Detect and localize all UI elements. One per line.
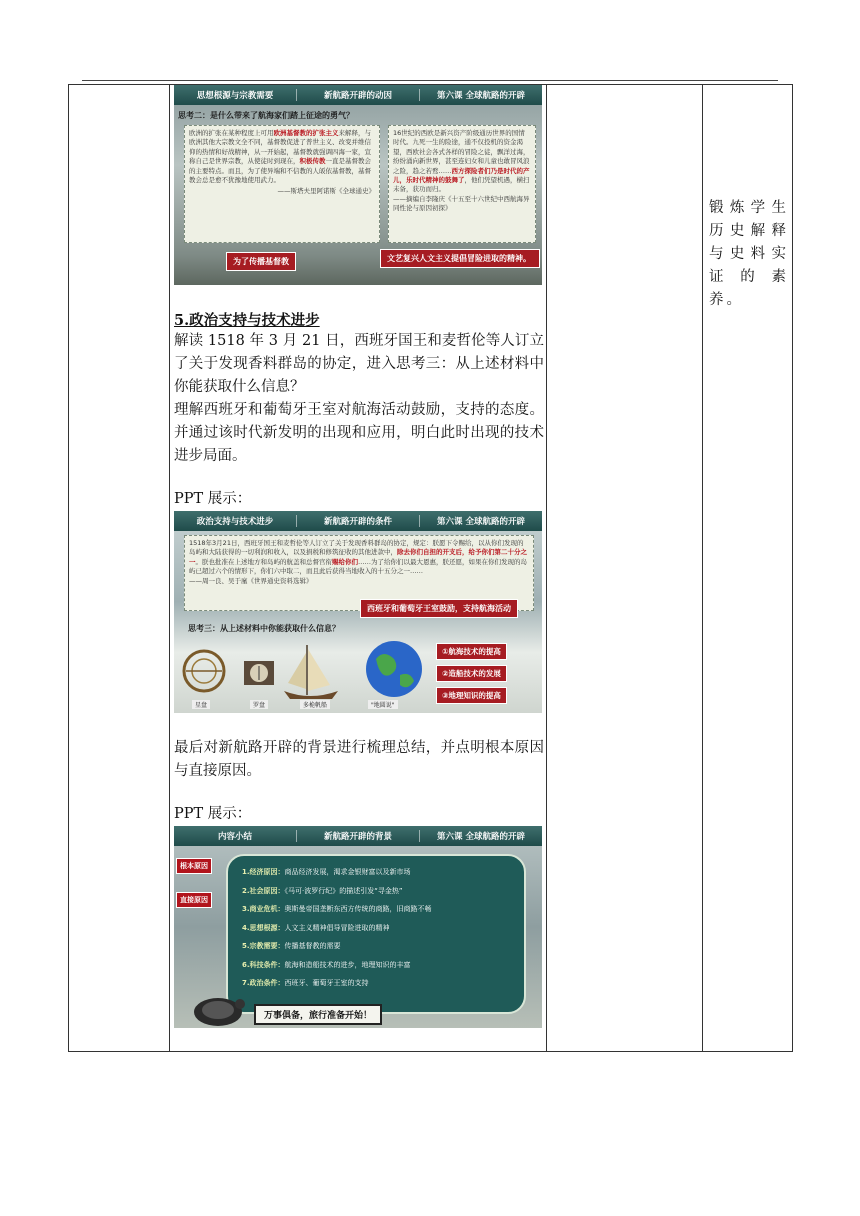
summary-row — [242, 882, 510, 901]
summary-key: 3.商业危机： — [242, 905, 285, 913]
nav-item: 第六课 全球航路的开辟 — [419, 830, 542, 842]
source-text: 来解释，与欧洲其他大宗教文全不同，基督教促进了普世主义、改变并维信仰的热情和好战精神，从一开始起，基督教就强调四海一家，宣称自己是世界宗教，从使徒时到现在， — [189, 129, 371, 166]
paragraph: 解读 1518 年 3 月 21 日，西班牙国王和麦哲伦等人订立了关于发现香料群岛的协定，进入思考三：从上述材料中你能获取什么信息？ — [174, 333, 544, 395]
paragraph: 最后对新航路开辟的背景进行梳理总结，并点明根本原因与直接原因。 — [174, 740, 544, 779]
source-highlight: 赐给你们 — [332, 557, 358, 566]
nav-item: 政治支持与技术进步 — [196, 517, 274, 527]
caption-astrolabe: 星盘 — [192, 700, 210, 709]
nav-item: 思想根源与宗教需要 — [196, 91, 274, 101]
summary-row — [242, 937, 510, 956]
summary-key: 5.宗教需要： — [242, 942, 285, 950]
source-text: 一直是基督教会的主要特点。而且，为了使异端和不信教的人皈依基督教，基督教会总是愈不犹豫地使用武力。 — [189, 157, 371, 185]
turtle-illustration — [188, 986, 248, 1028]
nav-item: 新航路开辟的条件 — [296, 515, 419, 527]
source-highlight: 除去你们自担的开支后，给予你们第二十分之一 — [189, 548, 527, 566]
summary-value: 商品经济发展，渴求金银财富以及新市场 — [284, 868, 411, 876]
source-citation: ——周一良、吴于廑《世界通史资料选辑》 — [189, 576, 313, 585]
table-divider — [702, 85, 703, 1051]
summary-value: 《马可·波罗行纪》的描述引发“寻金热” — [284, 886, 403, 895]
nav-item: 新航路开辟的动因 — [296, 89, 419, 101]
label-direct-cause: 直接原因 — [176, 892, 212, 908]
table-divider — [546, 85, 547, 1051]
source-text: 16世纪的西欧是新兴资产阶级通历世界的国情时代。九死一生的险途，通不仅投机的资金渴望，西欧社会各式各样的冒险之徒，飘洋过海，纷纷涌向新世界，甚至连妇女和儿童也敢冒风浪之险，趋之若鹜…… — [393, 129, 530, 175]
slide-question: 思考三：从上述材料中你能获取什么信息？ — [188, 624, 340, 633]
point-geography: ③地理知识的提高 — [436, 687, 507, 704]
paragraph: 理解西班牙和葡萄牙王室对航海活动鼓励，支持的态度。并通过该时代新发明的出现和应用，明白此时出现的技术进步局面。 — [174, 402, 544, 464]
side-note: 锻炼学生历史解释与史料实证的素养。 — [709, 200, 789, 308]
answer-tag-humanism: 文艺复兴人文主义提倡冒险进取的精神。 — [380, 249, 540, 268]
summary-row — [242, 900, 510, 919]
summary-row — [242, 974, 510, 993]
ppt-slide-motives — [174, 85, 542, 285]
summary-key: 2.社会原因： — [242, 886, 285, 895]
nav-item: 新航路开辟的背景 — [296, 830, 419, 842]
source-text: 。朕也批准在上述地方和岛屿的航盖和总督官衔 — [195, 557, 332, 566]
nav-item: 第六课 全球航路的开辟 — [419, 515, 542, 527]
source-card-right — [388, 125, 536, 243]
banner-ready: 万事俱备，旅行准备开始！ — [254, 1004, 382, 1025]
summary-row — [242, 863, 510, 882]
source-highlight: 积极传教 — [299, 157, 326, 166]
nav-item: 第六课 全球航路的开辟 — [419, 89, 542, 101]
table-divider — [169, 85, 170, 1051]
source-text: ……为了给你们以最大恩惠，朕还愿，如果在你们发现的岛屿已超过六个的情形下，你们六中取二，而且此后获得当地收入的十五分之一…… — [189, 557, 527, 576]
summary-value: 传播基督教的需要 — [284, 942, 341, 950]
answer-tag-royal-support: 西班牙和葡萄牙王室鼓励，支持航海活动 — [360, 599, 518, 618]
summary-key: 7.政治条件： — [242, 979, 285, 987]
section-heading: 5.政治支持与技术进步 — [174, 312, 320, 329]
summary-key: 6.科技条件： — [242, 960, 285, 969]
source-citation: ——斯塔夫里阿诺斯《全球通史》 — [277, 187, 375, 196]
summary-row — [242, 956, 510, 975]
source-text: 欧洲的扩张在某种程度上可用 — [189, 129, 274, 137]
source-text: 1518年3月21日，西班牙国王和麦哲伦等人订立了关于发现香料群岛的协定，规定：朕愿下令赐给，以从你们发现的岛屿和大陆获得的一切利润和收入，以及捐税和修筑征收的其他进款中， — [189, 539, 524, 557]
summary-panel — [226, 854, 526, 1014]
point-navigation: ①航海技术的提高 — [436, 643, 507, 660]
source-card-left — [184, 125, 380, 243]
summary-value: 西班牙、葡萄牙王室的支持 — [284, 979, 369, 987]
main-content-column — [174, 85, 544, 1028]
source-highlight: 西方探险者们乃是时代的产儿，乐时代精神的鼓舞了 — [393, 166, 530, 185]
ppt-slide-summary — [174, 826, 542, 1028]
source-text: ，他们凭望机遇，横扫未备，获功而归。 — [393, 176, 530, 194]
header-rule — [82, 80, 778, 81]
ppt-label: PPT 展示： — [174, 491, 252, 507]
answer-tag-religion: 为了传播基督教 — [226, 252, 296, 271]
summary-row — [242, 919, 510, 938]
slide-nav-bar — [174, 85, 542, 105]
lesson-table — [68, 84, 793, 1052]
caption-round-earth: "地圆说" — [368, 700, 398, 709]
summary-key: 1.经济原因： — [242, 868, 285, 876]
navigation-instruments-illustration — [180, 639, 430, 709]
summary-value: 奥斯曼帝国垄断东西方传统的商路，旧商路不畅 — [284, 905, 432, 913]
summary-value: 航海和造船技术的进步，地理知识的丰富 — [284, 960, 411, 969]
summary-key: 4.思想根源： — [242, 923, 285, 932]
caption-carrack: 多桅帆船 — [300, 700, 330, 709]
summary-value: 人文主义精神倡导冒险进取的精神 — [284, 923, 390, 932]
label-root-cause: 根本原因 — [176, 858, 212, 874]
source-highlight: 欧洲基督教的扩张主义 — [273, 129, 339, 137]
ppt-label: PPT 展示： — [174, 806, 252, 822]
nav-item: 内容小结 — [217, 832, 252, 842]
caption-compass: 罗盘 — [250, 700, 268, 709]
slide-nav-bar — [174, 511, 542, 531]
slide-question: 思考二：是什么带来了航海家们踏上征途的勇气？ — [178, 111, 354, 120]
source-citation: ——摘编自李隆庆《十五至十六世纪中西航海异同性论与原因初探》 — [393, 194, 530, 213]
ppt-slide-conditions — [174, 511, 542, 713]
point-shipbuilding: ②造船技术的发展 — [436, 665, 507, 682]
slide-nav-bar — [174, 826, 542, 846]
